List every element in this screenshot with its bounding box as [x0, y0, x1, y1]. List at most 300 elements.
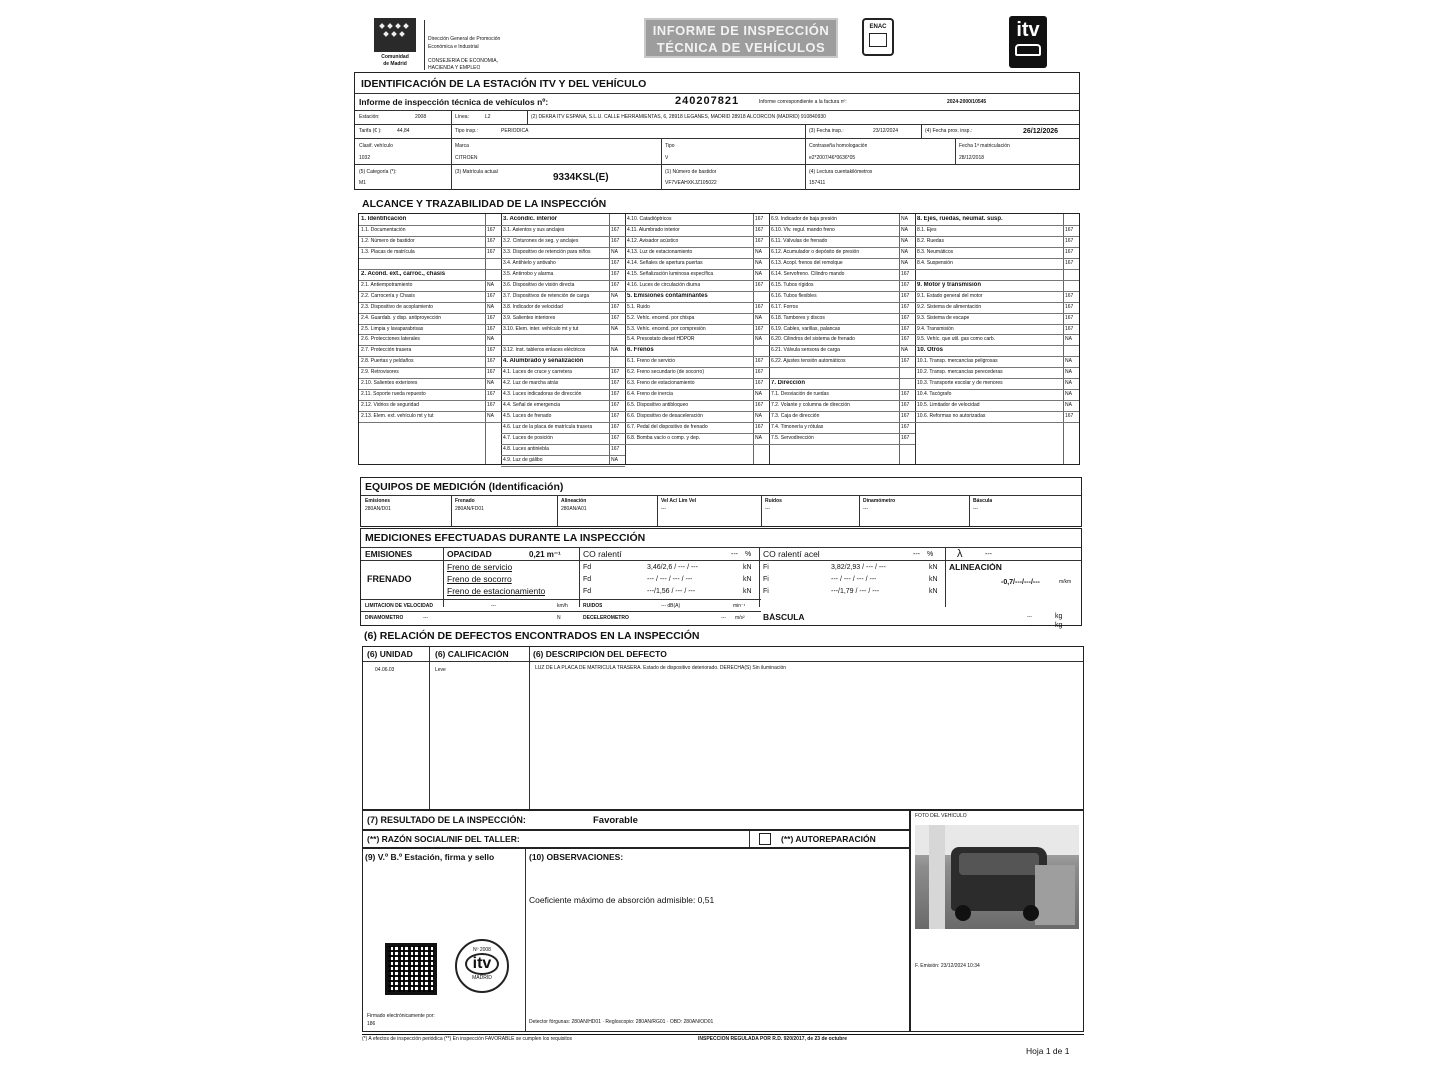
scope-item-value: NA [487, 336, 494, 343]
scope-item-label: 6.7. Pedal del dispositivo de frenado [627, 424, 708, 431]
scope-item-label: 2.1. Antiempotramiento [361, 281, 413, 288]
scope-item-value: 167 [611, 380, 620, 387]
socorro-fd-label: Fd [583, 576, 592, 583]
scope-item-value: NA [901, 259, 908, 266]
observaciones-text: Coeficiente máximo de absorción admisible: 0,51 [529, 895, 715, 905]
scope-item-label: 6.12. Acumulador o depósito de presión [771, 248, 860, 255]
station-label: Estación: [359, 114, 380, 120]
opacidad-label: OPACIDAD [447, 550, 492, 559]
scope-item-label: 6.10. Vlv. regul. mando freno [771, 226, 835, 233]
scope-item-label: 4.11. Alumbrado interior [627, 226, 680, 233]
scope-item-value: 167 [755, 281, 764, 288]
scope-item-value: 167 [611, 413, 620, 420]
mediciones-title: MEDICIONES EFECTUADAS DURANTE LA INSPECCIÓN [365, 532, 646, 544]
estac-fi-label: Fi [763, 588, 769, 595]
scope-item-label: 4.14. Señales de apertura puertas [627, 259, 703, 266]
gov-line-1: Dirección General de Promoción [428, 36, 501, 42]
scope-item-label: 3.3. Dispositivo de retención para niños [503, 248, 591, 255]
ident-section [354, 72, 1080, 190]
scope-item-label: 8.2. Ruedas [917, 237, 944, 244]
scope-item-value: NA [1065, 358, 1072, 365]
scope-item-label: 5.3. Vehíc. encend. por compresión [627, 325, 706, 332]
equipo-label: Frenado [455, 498, 475, 504]
scope-item-label: 9.2. Sistema de alimentación [917, 303, 982, 310]
homolog-label: Contraseña homologación [809, 143, 868, 149]
bascula-unit-2: kg [1055, 622, 1063, 629]
scope-item-value: NA [611, 325, 618, 332]
scope-item-label: 4.7. Luces de posición [503, 435, 553, 441]
scope-item-label: 4.12. Avisador acústico [627, 237, 679, 244]
scope-item-value: 167 [611, 435, 620, 441]
scope-item-label: 6. Frenos [627, 347, 654, 354]
invoice-label: Informe correspondiente a la factura nº: [759, 99, 847, 105]
scope-item-label: 6.22. Ajustes tensión automáticos [771, 358, 846, 365]
equipos-title: EQUIPOS DE MEDICIÓN (Identificación) [365, 481, 564, 493]
equipo-label: Emisiones [365, 498, 391, 504]
servicio-fd-unit: kN [743, 564, 752, 571]
defectos-title: (6) RELACIÓN DE DEFECTOS ENCONTRADOS EN LA INSPECCIÓN [364, 630, 700, 642]
scope-item-value: NA [901, 237, 908, 244]
gov-name-2: de Madrid [383, 61, 407, 67]
ruidos-label: RUIDOS [583, 603, 603, 609]
scope-item-label: 3.2. Cinturones de seg. y anclajes [503, 237, 579, 244]
scope-item-label: 1. Identificación [361, 216, 407, 222]
homolog-value: e2*2007/46*0636*05 [809, 155, 856, 161]
scope-item-label: 2.11. Soporte rueda repuesto [361, 391, 426, 398]
scope-item-value: NA [755, 270, 762, 277]
scope-item-label: 9.4. Transmisión [917, 325, 954, 332]
estac-fi-unit: kN [929, 588, 938, 595]
lambda-value: --- [985, 551, 992, 558]
scope-item-label: 10.5. Limitador de velocidad [917, 402, 980, 409]
alineacion-value: -0,7/---/---/--- [1001, 579, 1040, 586]
scope-item-value: 167 [1065, 237, 1074, 244]
brand-value: CITROEN [455, 155, 478, 161]
class-label: Clasif. vehículo [359, 143, 393, 149]
scope-item-label: 2.3. Dispositivo de acoplamiento [361, 303, 433, 310]
scope-item-label: 2.8. Puertas y peldaños [361, 358, 414, 365]
scope-item-value: 167 [487, 325, 496, 332]
scope-item-value: 167 [755, 226, 764, 233]
scope-item-value: NA [755, 336, 762, 343]
estac-fi-value: ---/1,79 / --- / --- [831, 588, 880, 595]
scope-item-label: 10.6. Reformas no autorizadas [917, 413, 986, 420]
scope-item-label: 1.2. Número de bastidor [361, 237, 415, 244]
scope-item-value: 167 [487, 226, 496, 233]
gov-name-1: Comunidad [381, 54, 409, 60]
scope-item-label: 6.14. Servofreno. Cilindro mando [771, 270, 845, 277]
vb-label: (9) V.º B.º Estación, firma y sello [365, 852, 495, 862]
scope-item-label: 9.1. Estado general del motor [917, 292, 983, 299]
scope-item-label: 10.1. Transp. mercancías peligrosas [917, 358, 998, 365]
scope-item-value: 167 [611, 445, 620, 452]
lambda-symbol: λ [957, 548, 963, 560]
scope-item-value: 167 [901, 435, 910, 441]
vehicle-photo [915, 825, 1079, 929]
signature-area [371, 873, 471, 919]
scope-item-label: 4.4. Señal de emergencia [503, 402, 560, 409]
scope-item-value: 167 [755, 303, 764, 310]
scope-item-value: NA [1065, 391, 1072, 398]
scope-item-value: NA [901, 347, 908, 354]
scope-item-label: 7.2. Volante y columna de dirección [771, 402, 850, 409]
odometer-label: (4) Lectura cuentakilómetros [809, 169, 873, 175]
scope-item-value: 167 [1065, 259, 1074, 266]
scope-item-label: 6.16. Tubos flexibles [771, 292, 817, 299]
scope-item-label: 6.3. Freno de estacionamiento [627, 380, 695, 387]
scope-item-value: NA [611, 456, 618, 463]
equipo-label: Ruidos [765, 498, 782, 504]
insp-date-label: (3) Fecha insp.: [809, 128, 844, 134]
scope-item-label: 6.11. Válvulas de frenado [771, 237, 828, 244]
scope-item-value: NA [487, 380, 494, 387]
calificacion-header: (6) CALIFICACIÓN [435, 650, 509, 659]
scope-item-label: 1.3. Placas de matrícula [361, 248, 415, 255]
servicio-label: Freno de servicio [447, 563, 513, 572]
scope-item-label: 3.4. Antihielo y antivaho [503, 259, 556, 266]
scope-item-label: 6.19. Cables, varillas, palancas [771, 325, 841, 332]
stamp-text: itv [465, 953, 499, 975]
vin-label: (1) Número de bastidor [665, 169, 717, 175]
stamp-top: Nº 2008 [473, 947, 491, 953]
scope-item-value: 167 [901, 281, 910, 288]
qr-code-icon [385, 943, 437, 995]
gov-line-4: HACIENDA Y EMPLEO [428, 65, 481, 71]
socorro-fi-value: --- / --- / --- / --- [831, 576, 877, 583]
scope-item-value: 167 [487, 391, 496, 398]
tariff-label: Tarifa (€ ): [359, 128, 382, 134]
servicio-fi-value: 3,82/2,93 / --- / --- [831, 564, 886, 571]
resultado-label: (7) RESULTADO DE LA INSPECCIÓN: [367, 815, 526, 825]
resultado-row [362, 810, 910, 830]
enac-label: ENAC [869, 24, 887, 30]
insp-date-value: 23/12/2024 [873, 128, 899, 134]
scope-item-label: 8.3. Neumáticos [917, 248, 954, 255]
equipo-value: --- [765, 506, 770, 512]
stamp-bottom: MADRID [472, 975, 492, 981]
scope-item-label: 10. Otros [917, 347, 944, 354]
co-acel-unit: % [927, 551, 934, 558]
footer-notes: (*) A efectos de inspección periódica (**) En inspección FAVORABLE se cumplen los requisitos [362, 1036, 573, 1042]
equipo-label: Dinamómetro [863, 498, 896, 504]
scope-item-value: NA [611, 292, 618, 299]
scope-item-value: 167 [487, 347, 496, 354]
scope-item-label: 6.1. Freno de servicio [627, 358, 676, 365]
report-label: Informe de inspección técnica de vehículos nº: [359, 97, 549, 107]
station-value: 2008 [415, 114, 427, 120]
scope-item-label: 10.2. Transp. mercancías perecederas [917, 369, 1003, 376]
scope-item-value: 167 [755, 369, 764, 376]
scope-item-label: 6.18. Tambores y discos [771, 314, 825, 321]
itv-logo [1009, 16, 1047, 68]
next-date-label: (4) Fecha prox. insp.: [925, 128, 973, 134]
footer-regulation: INSPECCIÓN REGULADA POR R.D. 920/2017, de 23 de octubre [698, 1036, 848, 1042]
scope-item-label: 4.5. Luces de frenado [503, 413, 552, 420]
equipos-section [360, 477, 1082, 527]
scope-item-label: 4.6. Luz de la placa de matrícula trasera [503, 424, 593, 431]
plate-label: (3) Matrícula actual [455, 169, 498, 175]
scope-item-value: NA [1065, 402, 1072, 409]
scope-item-value: 167 [611, 259, 620, 266]
dinamometro-unit: N [557, 615, 561, 621]
scope-item-label: 7.3. Caja de dirección [771, 413, 820, 420]
scope-item-value: 167 [755, 380, 764, 387]
socorro-fd-unit: kN [743, 576, 752, 583]
equipo-value: 280AN/D01 [365, 506, 391, 512]
banner-line-1: INFORME DE INSPECCIÓN [652, 23, 830, 38]
scope-item-label: 6.5. Dispositivo antibloqueo [627, 402, 689, 409]
observaciones-label: (10) OBSERVACIONES: [529, 852, 624, 862]
scope-item-value: 167 [755, 237, 764, 244]
scope-item-label: 10.3. Transporte escolar y de menores [917, 380, 1003, 387]
scope-item-value: 167 [611, 391, 620, 398]
scope-item-value: 167 [755, 424, 764, 431]
equipo-label: Alineación [561, 498, 587, 504]
gov-line-2: Económica e Industrial [428, 44, 479, 50]
lim-vel-value: --- [491, 603, 496, 609]
itv-logo-text: itv [1016, 19, 1040, 41]
scope-item-value: 167 [487, 314, 496, 321]
scope-item-label: 2.2. Carrocería y Chasis [361, 292, 415, 299]
emission-date: F. Emisión: 23/12/2024 10:34 [915, 963, 980, 969]
inspection-report [354, 12, 1086, 1062]
line-label: Línea: [455, 114, 469, 120]
itv-stamp [455, 939, 509, 993]
scope-item-label: 3.7. Dispositivos de retención de carga [503, 292, 590, 299]
scope-item-value: 167 [487, 358, 496, 365]
invoice-number: 2024-2000/10545 [947, 99, 987, 105]
scope-item-label: 5.2. Vehíc. encend. por chispa [627, 314, 695, 321]
scope-item-label: 4.13. Luz de estacionamiento [627, 248, 693, 255]
scope-item-value: 167 [755, 402, 764, 409]
estac-label: Freno de estacionamiento [447, 587, 546, 596]
scope-item-label: 2.12. Vidrios de seguridad [361, 402, 420, 409]
scope-item-label: 4. Alumbrado y señalización [503, 358, 584, 365]
scope-item-value: 167 [901, 292, 910, 299]
scope-item-label: 8.1. Ejes [917, 226, 937, 233]
emisiones-label: EMISIONES [365, 550, 413, 559]
category-value: M1 [359, 180, 366, 186]
bascula-label: BÁSCULA [763, 613, 805, 622]
lim-vel-unit: km/h [557, 603, 568, 609]
scope-item-value: 167 [1065, 325, 1074, 332]
mediciones-section [360, 528, 1082, 629]
co-acel-label: CO ralentí acel [763, 550, 820, 559]
scope-item-value: NA [755, 391, 762, 398]
equipo-value: --- [863, 506, 868, 512]
bascula-unit-1: kg [1055, 613, 1063, 620]
scope-item-value: 167 [901, 303, 910, 310]
scope-item-label: 4.2. Luz de marcha atrás [503, 380, 559, 387]
scope-item-value: 167 [901, 325, 910, 332]
plate-value: 9334KSL(E) [553, 172, 609, 183]
scope-item-value: NA [901, 226, 908, 233]
co-ralenti-value: --- [731, 551, 738, 558]
equipo-value: --- [973, 506, 978, 512]
scope-item-value: 167 [611, 314, 620, 321]
first-reg-value: 28/12/2018 [959, 155, 985, 161]
scope-item-label: 2.9. Retrovisores [361, 369, 399, 376]
estac-fd-label: Fd [583, 588, 592, 595]
equipo-label: Báscula [973, 498, 993, 504]
scope-item-label: 5.1. Ruido [627, 303, 650, 310]
servicio-fd-label: Fd [583, 564, 592, 571]
brand-label: Marca [455, 143, 469, 149]
insp-type-label: Tipo insp.: [455, 128, 478, 134]
scope-item-value: 167 [611, 226, 620, 233]
scope-item-label: 4.8. Luces antiniebla [503, 445, 549, 452]
opacidad-value: 0,21 m⁻¹ [529, 550, 561, 559]
equipo-label: Vel Ac/ Lim Vel [661, 498, 697, 504]
servicio-fi-unit: kN [929, 564, 938, 571]
dinamometro-value: --- [423, 615, 428, 621]
scope-item-label: 2.13. Elem. ext. vehículo mt y tut [361, 413, 434, 420]
signed-by-id: 186 [367, 1021, 376, 1027]
equipo-value: 280AN/A01 [561, 506, 587, 512]
scope-item-label: 2.6. Protecciones laterales [361, 336, 420, 343]
gov-logo-block [370, 16, 540, 72]
scope-item-label: 7.1. Desviación de ruedas [771, 391, 829, 398]
scope-item-value: 167 [901, 424, 910, 431]
scope-item-label: 9. Motor y transmisión [917, 281, 982, 288]
scope-item-value: NA [755, 248, 762, 255]
scope-item-label: 3.1. Asientos y sus anclajes [503, 226, 565, 233]
scope-item-label: 3.10. Elem. inter. vehículo mt y tut [503, 325, 579, 332]
report-number: 240207821 [675, 95, 740, 107]
scope-item-label: 6.13. Acopl. frenos del remolque [771, 259, 843, 266]
scope-item-value: 167 [487, 248, 496, 255]
scope-item-label: 9.5. Vehíc. que util. gas como carb. [917, 336, 996, 343]
scope-item-value: NA [755, 413, 762, 420]
scope-item-value: 167 [755, 358, 764, 365]
gov-line-3: CONSEJERÍA DE ECONOMÍA, [428, 58, 499, 64]
estac-fd-value: ---/1,56 / --- / --- [647, 588, 696, 595]
scope-item-value: NA [755, 314, 762, 321]
scope-item-label: 6.17. Forros [771, 303, 798, 310]
scope-item-value: 167 [1065, 226, 1074, 233]
scope-item-label: 4.3. Luces indicadoras de dirección [503, 391, 582, 398]
class-value: 1032 [359, 155, 371, 161]
scope-item-label: 2.4. Guardab. y disp. antiproyección [361, 314, 442, 321]
scope-grid [358, 213, 1080, 465]
next-date-value: 26/12/2026 [1023, 128, 1059, 135]
scope-item-label: 7.5. Servodirección [771, 435, 814, 441]
scope-item-value: NA [611, 248, 618, 255]
descripcion-header: (6) DESCRIPCIÓN DEL DEFECTO [533, 650, 667, 659]
scope-item-label: 6.15. Tubos rígidos [771, 281, 814, 288]
alineacion-unit: m/km [1059, 579, 1072, 585]
co-ralenti-unit: % [745, 551, 752, 558]
socorro-label: Freno de socorro [447, 575, 512, 584]
scope-item-value: NA [611, 347, 618, 354]
scope-item-value: 167 [487, 369, 496, 376]
scope-item-value: 167 [901, 402, 910, 409]
line-value: L2 [485, 114, 491, 120]
estac-fd-unit: kN [743, 588, 752, 595]
scope-item-label: 4.1. Luces de cruce y carretera [503, 369, 572, 376]
scope-item-label: 6.8. Bomba vacío o comp. y dep. [627, 435, 701, 441]
scope-item-value: NA [487, 303, 494, 310]
scope-item-label: 1.1. Documentación [361, 226, 406, 233]
ident-title: IDENTIFICACIÓN DE LA ESTACIÓN ITV Y DEL VEHÍCULO [361, 78, 647, 90]
scope-item-label: 4.15. Señalización luminosa específica [627, 270, 714, 277]
scope-item-label: 3.8. Indicador de velocidad [503, 303, 563, 310]
servicio-fi-label: Fi [763, 564, 769, 571]
equipo-value: --- [661, 506, 666, 512]
scope-item-value: 167 [901, 391, 910, 398]
vin-value: VF7VEAHXKJZ105022 [665, 180, 717, 186]
page-number: Hoja 1 de 1 [1026, 1046, 1070, 1056]
scope-item-value: 167 [901, 358, 910, 365]
dinamometro-label: DINAMÓMETRO [365, 615, 404, 621]
madrid-flag-icon [374, 18, 416, 52]
equipo-value: 280AN/FD01 [455, 506, 484, 512]
equip-note: Detector fórgunas: 280AN/HD01 · Regloscopio: 280AN/RG01 · OBD: 280AN/OD01 [529, 1019, 714, 1025]
scope-item-label: 6.6. Dispositivo de desaceleración [627, 413, 703, 420]
scope-item-value: 167 [901, 336, 910, 343]
scope-item-value: 167 [755, 216, 764, 222]
socorro-fi-label: Fi [763, 576, 769, 583]
scope-item-label: 3. Acondic. interior [503, 216, 558, 222]
ruidos-value: --- dB(A) [661, 603, 681, 609]
scope-item-value: 167 [901, 270, 910, 277]
scope-item-label: 6.20. Cilindros del sistema de frenado [771, 336, 855, 343]
resultado-value: Favorable [593, 815, 638, 826]
bascula-value-1: --- [1027, 614, 1032, 620]
scope-item-label: 2.10. Salientes exteriores [361, 380, 418, 387]
scope-item-value: 167 [1065, 292, 1074, 299]
razon-label: (**) RAZÓN SOCIAL/NIF DEL TALLER: [367, 834, 520, 844]
ruidos-unit: min⁻¹ [733, 603, 746, 609]
defectos-table [362, 646, 1084, 810]
decel-value: --- [721, 615, 726, 621]
defect-unidad: 04.06.03 [375, 667, 395, 673]
scope-item-label: 4.10. Catadióptricos [627, 216, 672, 222]
scope-item-label: 6.9. Indicador de baja presión [771, 216, 837, 222]
scope-item-value: NA [487, 413, 494, 420]
scope-item-value: NA [1065, 380, 1072, 387]
foto-label: FOTO DEL VEHÍCULO [915, 813, 967, 819]
scope-item-label: 3.12. Inst. tableros enlaces eléctricos [503, 347, 586, 354]
co-ralenti-label: CO ralentí [583, 550, 622, 559]
category-label: (5) Categoría (*): [359, 169, 397, 175]
scope-item-label: 3.5. Antirrobo y alarma [503, 270, 554, 277]
banner-line-2: TÉCNICA DE VEHÍCULOS [656, 40, 826, 55]
decel-unit: m/s² [735, 615, 745, 621]
scope-item-value: NA [1065, 336, 1072, 343]
scope-item-value: NA [755, 259, 762, 266]
scope-item-label: 5. Emisiones contaminantes [627, 292, 708, 299]
defect-calificacion: Leve [435, 667, 446, 673]
scope-item-value: 167 [611, 369, 620, 376]
autorep-label: (**) AUTOREPARACIÓN [781, 834, 876, 844]
scope-item-value: 167 [487, 402, 496, 409]
station-address: (2) DEKRA ITV ESPAÑA, S.L.U. CALLE HERRAMIENTAS, 6, 28918 LEGANÉS, MADRID 28918 ALCORCÓN (MADRID) 910840930 [531, 114, 826, 120]
scope-item-label: 10.4. Tacógrafo [917, 391, 952, 398]
tariff-value: 44,84 [397, 128, 410, 134]
first-reg-label: Fecha 1ª matriculación [959, 143, 1010, 149]
scope-item-label: 6.2. Freno secundario (de socorro) [627, 369, 704, 376]
socorro-fd-value: --- / --- / --- / --- [647, 576, 693, 583]
scope-item-value: 167 [611, 270, 620, 277]
scope-item-value: 167 [755, 325, 764, 332]
scope-item-value: 167 [1065, 303, 1074, 310]
scope-item-label: 2. Acond. ext., carroc., chasis [361, 270, 446, 277]
odometer-value: 157411 [809, 180, 826, 186]
scope-item-value: 167 [611, 237, 620, 244]
alineacion-label: ALINEACIÓN [949, 563, 1002, 572]
insp-type-value: PERIÓDICA [501, 128, 529, 134]
